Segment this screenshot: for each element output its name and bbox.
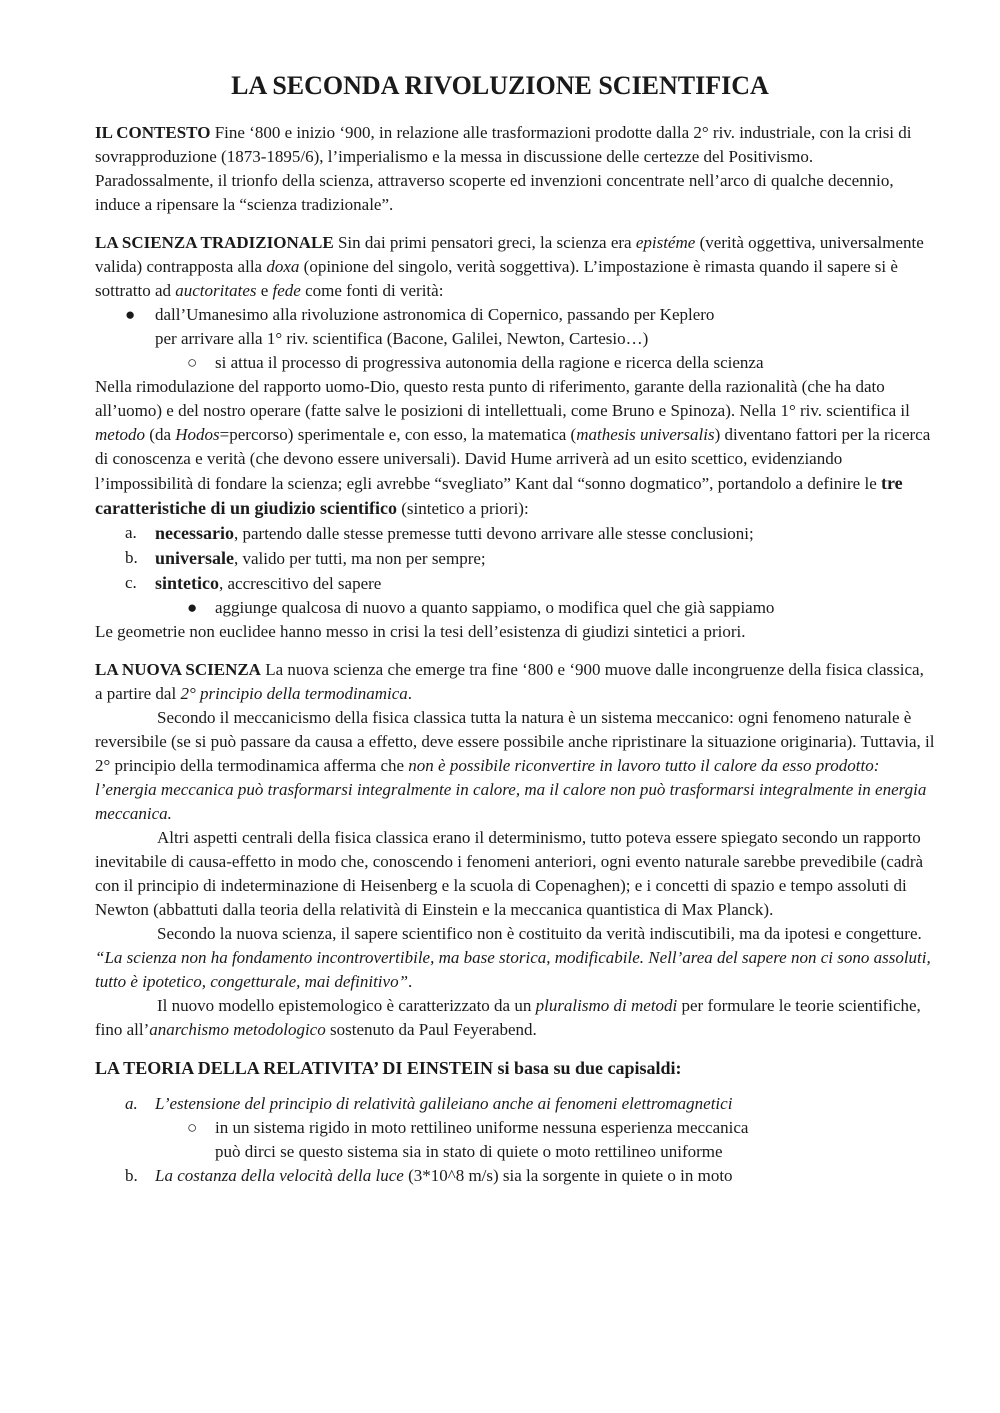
bullet-marker: ● [125,305,136,324]
new-science-heading: LA NUOVA SCIENZA [95,660,261,679]
context-heading: IL CONTESTO [95,123,211,142]
new-science-paragraph-4: Secondo la nuova scienza, il sapere scientifico non è costituito da verità indiscutibili, ma da ipotesi e congetture. “La scienza non ha fondamento incontrovertibile, ma base storica, modificabile. Nell’area del sapere non ci sono assoluti, tutto è ipotetico, congetturale, mai definitivo”. [95,924,931,991]
list-item: a. necessario, partendo dalle stesse premesse tutti devono arrivare alle stesse conclusioni; [125,523,754,543]
list-item: b. La costanza della velocità della luce (3*10^8 m/s) sia la sorgente in quiete o in moto [125,1166,733,1185]
bullet-marker: ● [187,598,198,617]
page-title: LA SECONDA RIVOLUZIONE SCIENTIFICA [231,71,769,100]
context-paragraph: IL CONTESTO Fine ‘800 e inizio ‘900, in relazione alle trasformazioni prodotte dalla 2° riv. industriale, con la crisi di sovrapproduzione (1873-1895/6), l’imperialismo e la messa in discussione delle certezze del Positivismo. Paradossalmente, il trionfo della scienza, attraverso scoperte ed invenzioni concentrate nell’arco di qualche decennio, induce a ripensare la “scienza tradizionale”. [95,123,912,214]
list-item: a. L’estensione del principio di relatività galileiano anche ai fenomeni elettromagnetici [125,1094,733,1113]
traditional-science-heading: LA SCIENZA TRADIZIONALE [95,233,334,252]
new-science-paragraph-3: Altri aspetti centrali della fisica classica erano il determinismo, tutto poteva essere spiegato secondo un rapporto inevitabile di causa-effetto in modo che, conoscendo i fenomeni anteriori, ogni evento naturale sarebbe prevedibile (cadrà con il principio di indeterminazione di Heisenberg e la scuola di Copenaghen); e i concetti di spazio e tempo assoluti di Newton (abbattuti dalla teoria della relatività di Einstein e la meccanica quantistica di Max Planck). [95,828,924,919]
new-science-paragraph-2: Secondo il meccanicismo della fisica classica tutta la natura è un sistema meccanico: ogni fenomeno naturale è reversibile (se si può passare da causa a effetto, deve essere possibile anche ripristinare la situazione originaria). Tuttavia, il 2° principio della termodinamica afferma che non è possibile riconvertire in lavoro tutto il calore da esso prodotto: l’energia meccanica può trasformarsi integralmente in calore, ma il calore non può trasformarsi integralmente in energia meccanica. [95,708,935,823]
new-science-paragraph: LA NUOVA SCIENZA La nuova scienza che emerge tra fine ‘800 e ‘900 muove dalle incongruenze della fisica classica, a partire dal 2° principio della termodinamica. [95,660,924,703]
relativity-heading: LA TEORIA DELLA RELATIVITA’ DI EINSTEIN si basa su due capisaldi: [95,1058,682,1078]
list-item: ○ in un sistema rigido in moto rettilineo uniforme nessuna esperienza meccanica può dirci se questo sistema sia in stato di quiete o moto rettilineo uniforme [187,1118,749,1161]
circle-marker: ○ [187,1118,198,1137]
traditional-science-paragraph: LA SCIENZA TRADIZIONALE Sin dai primi pensatori greci, la scienza era epistéme (verità oggettiva, universalmente valida) contrapposta alla doxa (opinione del singolo, verità soggettiva). L’impostazione è rimasta quando il sapere si è sottratto ad auctoritates e fede come fonti di verità: [95,233,924,300]
traditional-science-paragraph-2: Nella rimodulazione del rapporto uomo-Dio, questo resta punto di riferimento, garante della razionalità (che ha dato all’uomo) e del nostro operare (fatte salve le posizioni di intellettuali, come Bruno e Spinoza). Nella 1° riv. scientifica il metodo (da Hodos=percorso) sperimentale e, con esso, la matematica (mathesis universalis) diventano fattori per la ricerca di conoscenza e verità (che devono essere universali). David Hume arriverà ad un esito scettico, evidenziando l’impossibilità di fondare la scienza; egli avrebbe “svegliato” Kant dal “sonno dogmatico”, portandolo a definire le tre caratteristiche di un giudizio scientifico (sintetico a priori): [95,377,931,518]
list-item: ○ si attua il processo di progressiva autonomia della ragione e ricerca della scienza [95,351,935,375]
circle-marker: ○ [187,353,198,372]
geometry-note: Le geometrie non euclidee hanno messo in crisi la tesi dell’esistenza di giudizi sintetici a priori. [95,622,746,641]
list-item: ● aggiunge qualcosa di nuovo a quanto sappiamo, o modifica quel che già sappiamo [95,596,935,620]
list-item: ● dall’Umanesimo alla rivoluzione astronomica di Copernico, passando per Keplero per arrivare alla 1° riv. scientifica (Bacone, Galilei, Newton, Cartesio…) [125,305,715,348]
list-item: b. universale, valido per tutti, ma non per sempre; [125,548,486,568]
list-item: c. sintetico, accrescitivo del sapere [125,573,382,593]
document-body [95,121,935,1188]
new-science-paragraph-5: Il nuovo modello epistemologico è caratterizzato da un pluralismo di metodi per formulare le teorie scientifiche, fino all’anarchismo metodologico sostenuto da Paul Feyerabend. [95,996,921,1039]
